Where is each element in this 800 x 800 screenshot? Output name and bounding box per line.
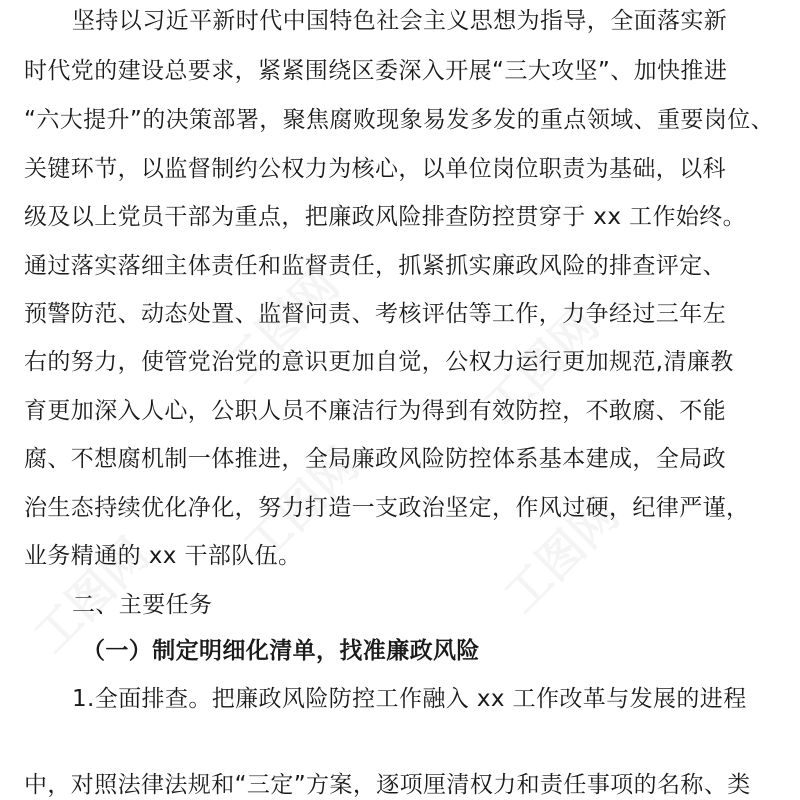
paragraph-line: 右的努力，使管党治党的意识更加自觉，公权力运行更加规范,清廉教	[24, 349, 734, 375]
paragraph-line: 预警防范、动态处置、监督问责、考核评估等工作，力争经过三年左	[24, 301, 726, 327]
subsection-heading: （一）制定明细化清单，找准廉政风险	[82, 638, 480, 664]
paragraph-line: 业务精通的 xx 干部队伍。	[24, 543, 302, 569]
continuation-line: 中，对照法律法规和“三定”方案，逐项厘清权力和责任事项的名称、类	[24, 772, 751, 798]
paragraph-line: “六大提升”的决策部署，聚焦腐败现象易发多发的重点领域、重要岗位、	[24, 107, 775, 133]
paragraph-line: 时代党的建设总要求，紧紧围绕区委深入开展“三大攻坚”、加快推进	[24, 58, 728, 84]
item-line: 1.全面排查。把廉政风险防控工作融入 xx 工作改革与发展的进程	[72, 686, 747, 712]
paragraph-line: 坚持以习近平新时代中国特色社会主义思想为指导，全面落实新	[72, 8, 728, 34]
section-heading: 二、主要任务	[72, 592, 213, 618]
paragraph-line: 腐、不想腐机制一体推进，全局廉政风险防控体系基本建成，全局政	[24, 446, 726, 472]
paragraph-line: 级及以上党员干部为重点，把廉政风险排查防控贯穿于 xx 工作始终。	[24, 204, 747, 230]
paragraph-line: 通过落实落细主体责任和监督责任，抓紧抓实廉政风险的排查评定、	[24, 253, 726, 279]
paragraph-line: 治生态持续优化净化，努力打造一支政治坚定，作风过硬，纪律严谨，	[24, 495, 750, 521]
paragraph-line: 育更加深入人心，公职人员不廉洁行为得到有效防控，不敢腐、不能	[24, 398, 726, 424]
paragraph-line: 关键环节，以监督制约公权力为核心，以单位岗位职责为基础，以科	[24, 156, 726, 182]
